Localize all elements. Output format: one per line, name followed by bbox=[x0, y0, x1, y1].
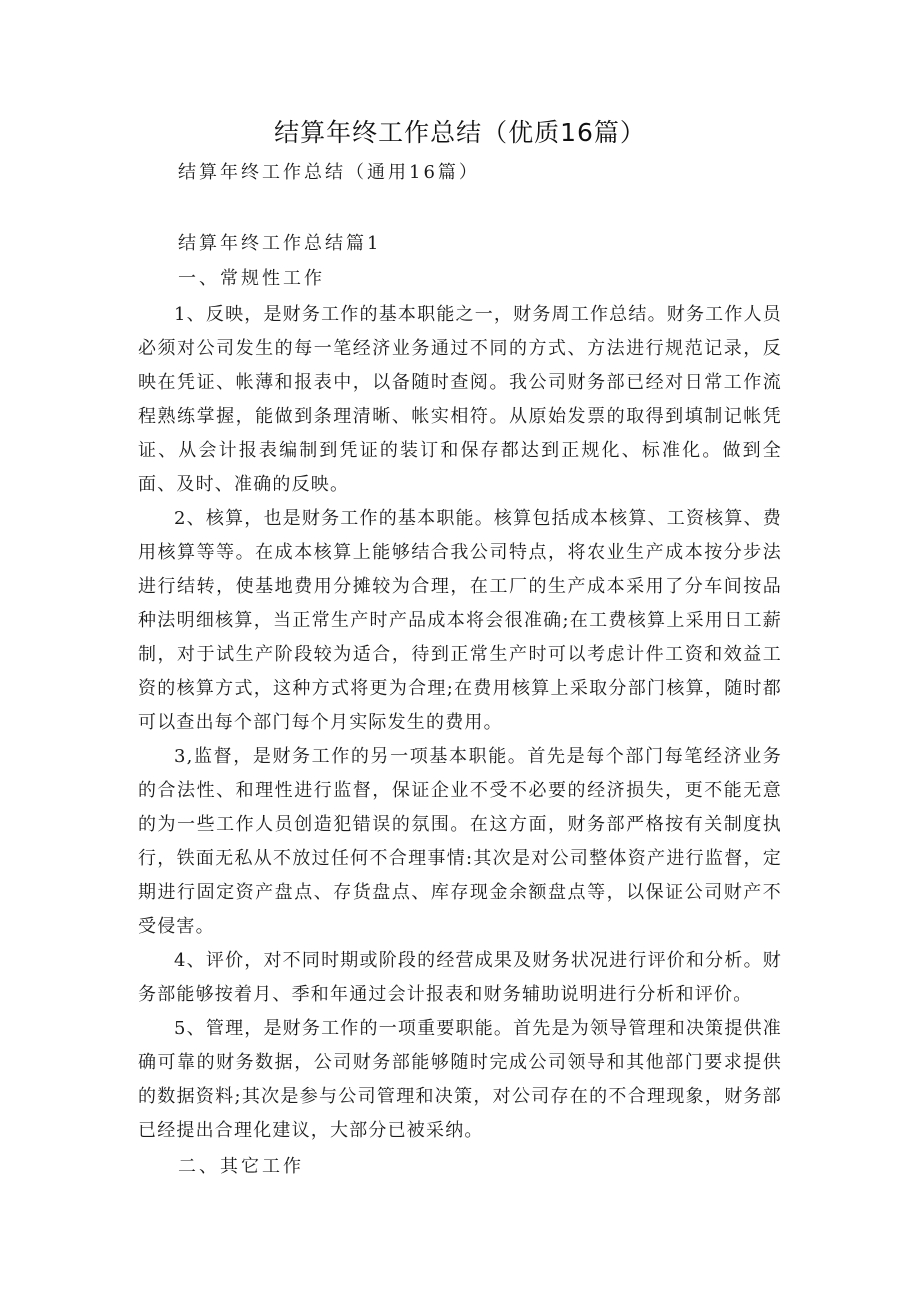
paragraph-reflect: 1、反映，是财务工作的基本职能之一，财务周工作总结。财务工作人员必须对公司发生的每一笔经济业务通过不同的方式、方法进行规范记录，反映在凭证、帐薄和报表中，以备随时查阅。我公司财务部已经对日常工作流程熟练掌握，能做到条理清晰、帐实相符。从原始发票的取得到填制记帐凭证、从会计报表编制到凭证的装订和保存都达到正规化、标准化。做到全面、及时、准确的反映。 bbox=[138, 304, 782, 495]
heading-other-work: 二、其它工作 bbox=[178, 1156, 304, 1177]
document-title: 结算年终工作总结（优质16篇） bbox=[274, 118, 646, 147]
paragraph-accounting: 2、核算，也是财务工作的基本职能。核算包括成本核算、工资核算、费用核算等等。在成本核算上能够结合我公司特点，将农业生产成本按分步法进行结转，使基地费用分摊较为合理，在工厂的生产成本采用了分车间按品种法明细核算，当正常生产时产品成本将会很准确;在工费核算上采用日工薪制，对于试生产阶段较为适合，待到正常生产时可以考虑计件工资和效益工资的核算方式，这种方式将更为合理;在费用核算上采取分部门核算，随时都可以查出每个部门每个月实际发生的费用。 bbox=[138, 508, 782, 733]
heading-regular-work: 一、常规性工作 bbox=[178, 268, 325, 289]
document-subtitle: 结算年终工作总结（通用16篇） bbox=[178, 162, 480, 183]
paragraph-supervision: 3,监督，是财务工作的另一项基本职能。首先是每个部门每笔经济业务的合法性、和理性进行监督，保证企业不受不必要的经济损失，更不能无意的为一些工作人员创造犯错误的氛围。在这方面，财务部严格按有关制度执行，铁面无私从不放过任何不合理事情:其次是对公司整体资产进行监督，定期进行固定资产盘点、存货盘点、库存现金余额盘点等，以保证公司财产不受侵害。 bbox=[138, 746, 782, 937]
paragraph-management: 5、管理，是财务工作的一项重要职能。首先是为领导管理和决策提供准确可靠的财务数据，公司财务部能够随时完成公司领导和其他部门要求提供的数据资料;其次是参与公司管理和决策，对公司存在的不合理现象，财务部已经提出合理化建议，大部分已被采纳。 bbox=[138, 1018, 782, 1141]
section-title: 结算年终工作总结篇1 bbox=[178, 233, 382, 254]
paragraph-evaluation: 4、评价，对不同时期或阶段的经营成果及财务状况进行评价和分析。财务部能够按着月、季和年通过会计报表和财务辅助说明进行分析和评价。 bbox=[138, 950, 782, 1005]
